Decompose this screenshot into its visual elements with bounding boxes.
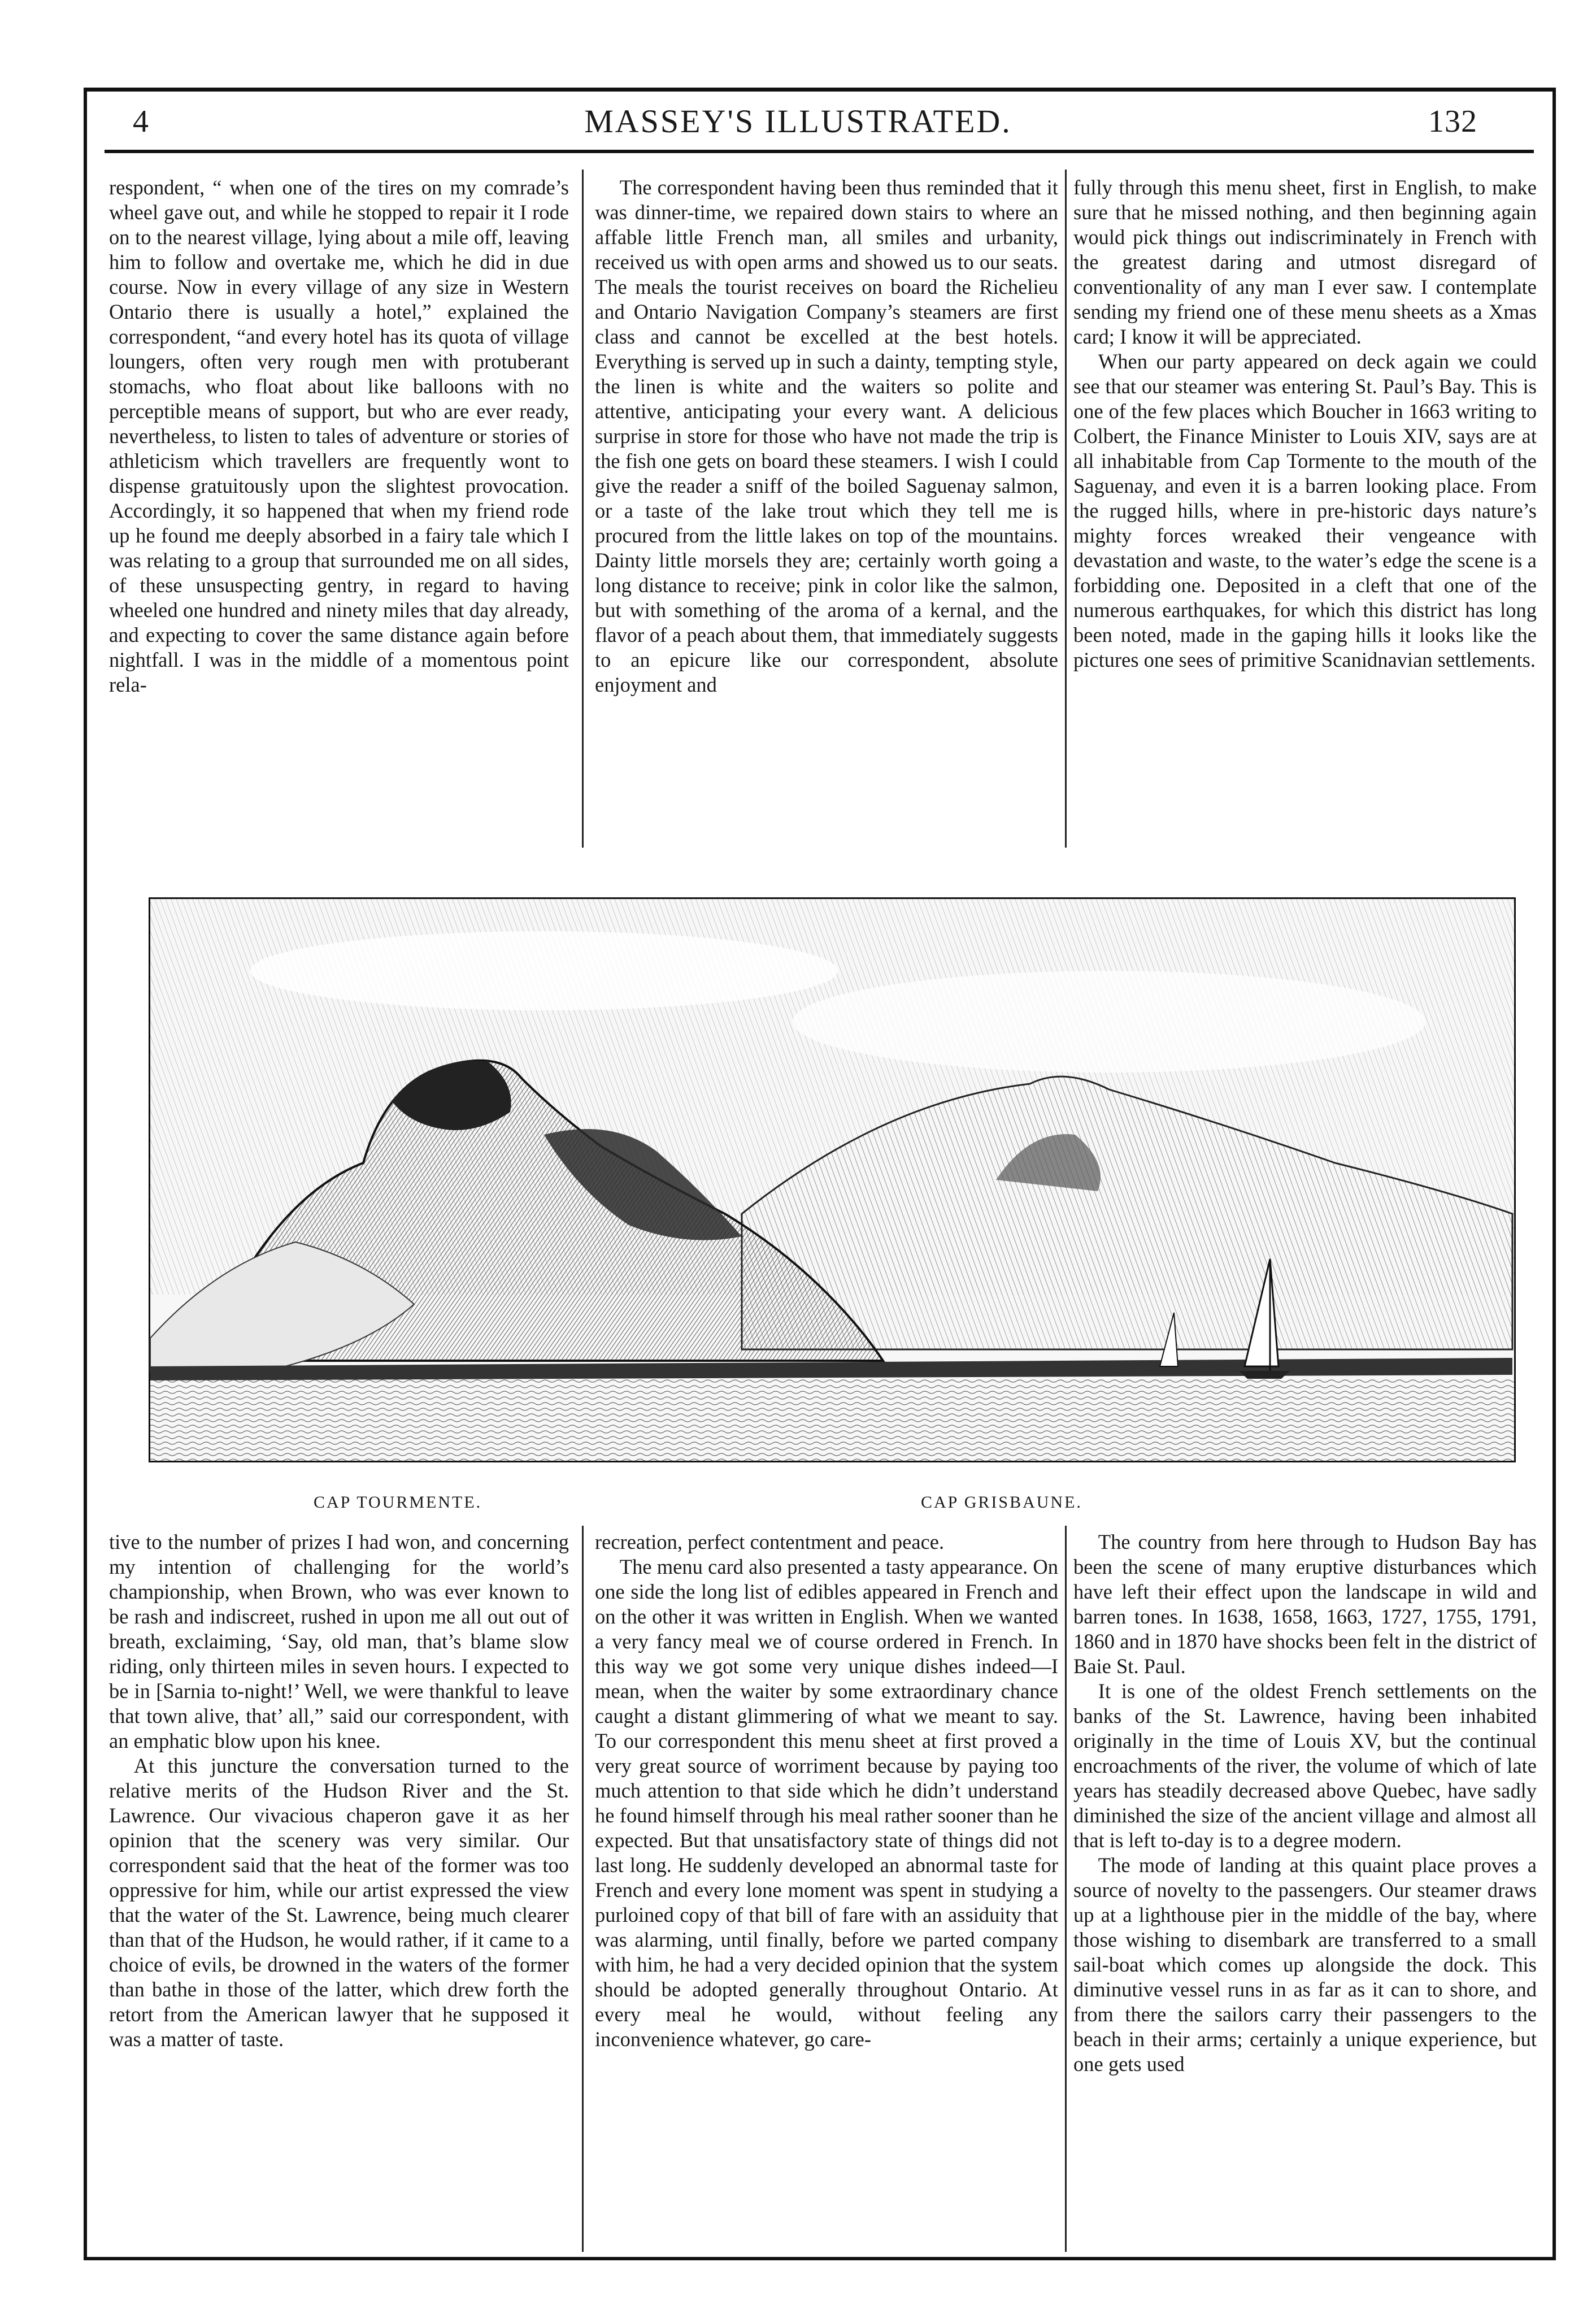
page-frame-right xyxy=(1552,88,1556,2260)
column-divider xyxy=(582,1526,584,2252)
running-title: MASSEY'S ILLUSTRATED. xyxy=(584,103,1012,140)
column-divider xyxy=(1065,1526,1067,2252)
column-divider xyxy=(582,170,584,848)
paragraph: tive to the number of prizes I had won, and concerning my intention of challenging for the world’s championship, when Brown, who was ever known to be rash and indiscreet, rushed in upon me all out out of breath, exclaiming, ‘Say, old man, that’s blame slow riding, only thirteen miles in seven hours. I expected to be in [Sarnia to-night!’ Well, we were thankful to leave that town alive, that’ all,” said our correspondent, with an emphatic blow upon his knee. xyxy=(109,1530,569,1752)
paragraph: The correspondent having been thus reminded that it was dinner-time, we repaired down stairs to where an affable little French man, all smiles and urbanity, received us with open arms and showed us to our seats. The meals the tourist receives on board the Richelieu and Ontario Navigation Company’s steamers are first class and cannot be excelled at the best hotels. Everything is served up in such a dainty, tempting style, the linen is white and the waiters so polite and attentive, anticipating your every want. A delicious surprise in store for those who have not made the trip is the fish one gets on board these steamers. I wish I could give the reader a sniff of the boiled Saguenay salmon, or a taste of the lake trout which they tell me is procured from the little lakes on top of the mountains. Dainty little morsels they are; certainly worth going a long distance to receive; pink in color like the salmon, but with something of the aroma of a kernal, and the flavor of a peach about them, that immediately suggests to an epicure like our correspondent, absolute enjoyment and xyxy=(595,176,1058,696)
paragraph: The country from here through to Hudson Bay has been the scene of many eruptive disturbances which have left their effect upon the landscape in wild and barren tones. In 1638, 1658, 1663, 1727, 1755, 1791, 1860 and in 1870 have shocks been felt in the district of Baie St. Paul. xyxy=(1073,1530,1537,1678)
header-rule xyxy=(105,150,1534,153)
paragraph: recreation, perfect contentment and peace. xyxy=(595,1530,945,1553)
column-1-top xyxy=(109,175,569,853)
page-number-left: 4 xyxy=(133,104,149,139)
engraving-illustration xyxy=(149,897,1516,1462)
paragraph: At this juncture the conversation turned to the relative merits of the Hudson River and the St. Lawrence. Our vivacious chaperon gave it as her opinion that the scenery was very similar. Our correspondent said that the heat of the former was too oppressive for him, while our artist expressed the view that the water of the St. Lawrence, being much clearer than that of the Hudson, he would rather, if it came to a choice of evils, be drowned in the waters of the former than bathe in those of the latter, which drew forth the retort from the American lawyer that he supposed it was a matter of taste. xyxy=(109,1754,569,2051)
paragraph: The menu card also presented a tasty appearance. On one side the long list of edibles appeared in French and on the other it was written in English. When we wanted a very fancy meal we of course ordered in French. In this way we got some very unique dishes indeed—I mean, when the waiter by some extraordinary chance caught a distant glimmering of what we meant to say. To our correspondent this menu sheet at first proved a very great source of worriment because by paying too much attention to that side which he didn’t understand he found himself through his meal rather sooner than he expected. But that unsatisfactory state of things did not last long. He suddenly developed an abnormal taste for French and every lone moment was spent in studying a purloined copy of that bill of fare with an assiduity that was alarming, until finally, before we parted company with him, he had a very decided opinion that the system should be adopted generally throughout Ontario. At every meal he would, without feeling any inconvenience whatever, go care- xyxy=(595,1555,1058,2051)
paragraph: When our party appeared on deck again we could see that our steamer was entering St. Paul’s Bay. This is one of the few places which Boucher in 1663 writing to Colbert, the Finance Minister to Louis XIV, says are at all inhabitable from Cap Tormente to the mouth of the Saguenay, and even it is a barren looking place. From the rugged hills, where in pre-historic days nature’s mighty forces wreaked their vengeance with devastation and waste, to the water’s edge the scene is a forbidding one. Deposited in a cleft that one of the numerous earthquakes, for which this district has long been noted, made in the gaping hills it looks like the pictures one sees of primitive Scanidnavian settlements. xyxy=(1073,350,1537,671)
page-frame-left xyxy=(84,88,87,2260)
paragraph: It is one of the oldest French settlements on the banks of the St. Lawrence, having been inhabited originally in the time of Louis XV, but the continual encroachments of the river, the volume of which of late years has steadily decreased above Quebec, have sadly diminished the size of the ancient village and almost all that is left to-day is to a degree modern. xyxy=(1073,1679,1537,1852)
paragraph: The mode of landing at this quaint place proves a source of novelty to the passengers. Our steamer draws up at a lighthouse pier in the middle of the bay, where those wishing to disembark are transferred to a small sail-boat which comes up alongside the dock. This diminutive vessel runs in as far as it can to shore, and from there the sailors carry their passengers to the beach in their arms; certainly a unique experience, but one gets used xyxy=(1073,1853,1537,2076)
column-1-bottom xyxy=(109,1530,569,2253)
column-2-bottom xyxy=(595,1530,1058,2253)
caption-cap-tourmente: CAP TOURMENTE. xyxy=(314,1493,482,1512)
paragraph: respondent, “ when one of the tires on my comrade’s wheel gave out, and while he stopped to repair it I rode on to the nearest village, lying about a mile off, leaving him to follow and overtake me, which he did in due course. Now in every village of any size in Western Ontario there is usually a hotel,” explained the correspondent, “and every hotel has its quota of village loungers, often very rough men with protuberant stomachs, who float about like balloons with no perceptible means of support, but who are ever ready, nevertheless, to listen to tales of adventure or stories of athleticism which travellers are frequently wont to dispense gratuitously upon the slightest provocation. Accordingly, it so happened that when my friend rode up he found me deeply absorbed in a fairy tale which I was relating to a group that surrounded me on all sides, of these unsuspecting gentry, in regard to having wheeled one hundred and ninety miles that day already, and expecting to cover the same distance again before nightfall. I was in the middle of a momentous point rela- xyxy=(109,176,569,696)
page-number-right: 132 xyxy=(1428,104,1477,139)
page-frame-bottom xyxy=(84,2257,1556,2260)
column-3-top xyxy=(1073,175,1537,853)
column-2-top xyxy=(595,175,1058,853)
column-divider xyxy=(1065,170,1067,848)
paragraph: fully through this menu sheet, first in English, to make sure that he missed nothing, and then beginning again would pick things out indiscriminately in French with the greatest daring and utmost disregard of conventionality of any man I ever saw. I contemplate sending my friend one of these menu sheets as a Xmas card; I know it will be appreciated. xyxy=(1073,176,1537,348)
page-frame-top xyxy=(84,88,1556,92)
caption-cap-grisbaune: CAP GRISBAUNE. xyxy=(921,1493,1082,1512)
column-3-bottom xyxy=(1073,1530,1537,2253)
